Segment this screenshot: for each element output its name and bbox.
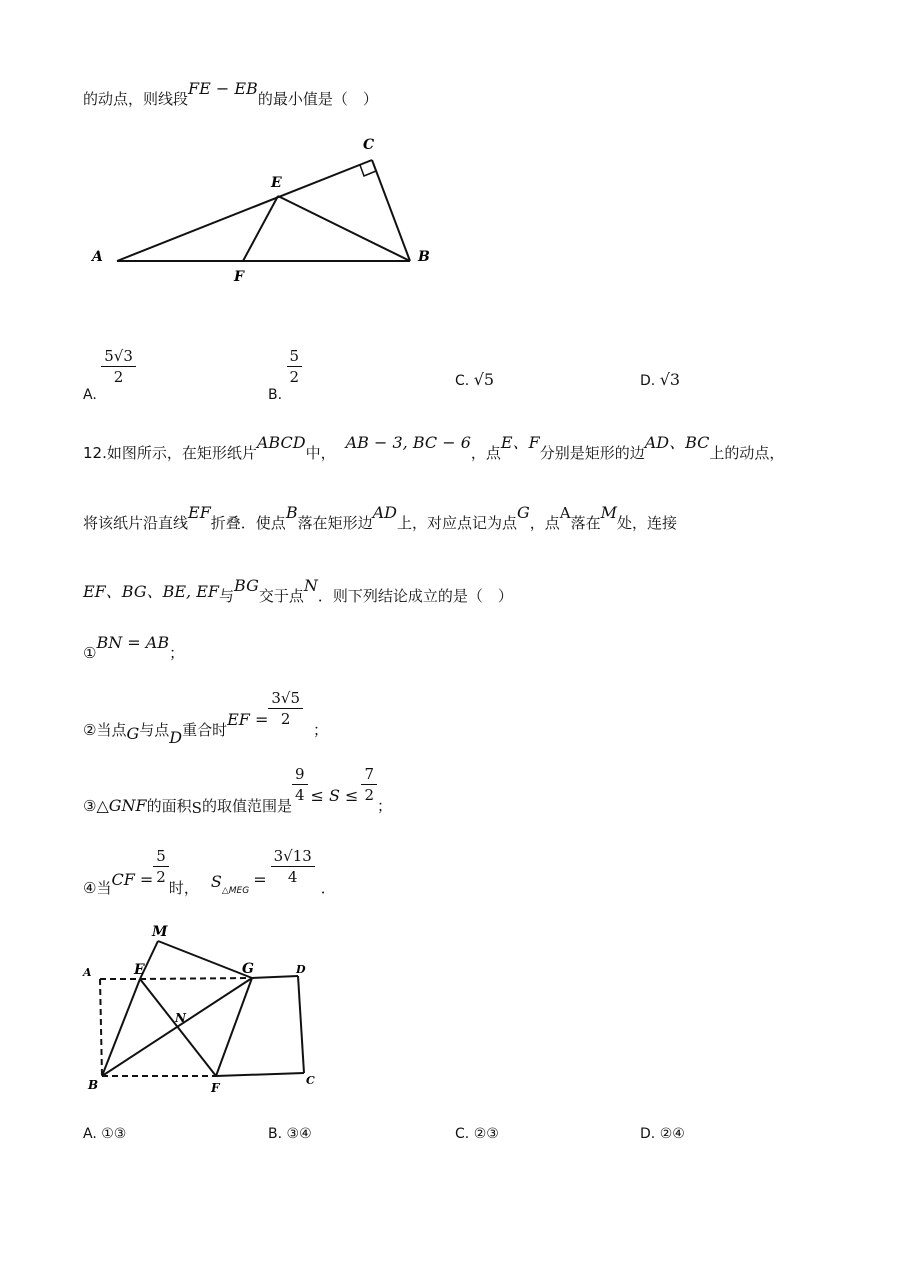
- math-m: M: [600, 503, 618, 522]
- option-letter: A.: [83, 1126, 97, 1142]
- math-n: N: [303, 576, 318, 595]
- fraction-denominator: 2: [156, 868, 166, 886]
- math-abcd: ABCD: [256, 433, 306, 452]
- option-letter: A.: [83, 386, 97, 403]
- math-subscript: △MEG: [221, 886, 250, 896]
- text-fragment: 分别是矩形的边: [539, 444, 645, 462]
- label-e: E: [271, 175, 282, 191]
- q12-stem-line-3: [83, 576, 513, 606]
- label-c: C: [306, 1074, 315, 1087]
- label-a: A: [92, 249, 103, 265]
- text-fragment: ，点: [529, 514, 560, 532]
- text-fragment: 落在矩形边: [297, 514, 373, 532]
- text-fragment: 落在: [570, 514, 601, 532]
- math-fraction: [153, 846, 169, 887]
- statement-4: [83, 846, 336, 897]
- fraction-numerator: 3√13: [271, 846, 315, 867]
- statement-1: [83, 633, 185, 663]
- label-f: F: [234, 269, 244, 285]
- math-d: D: [169, 728, 183, 747]
- text-fragment: 上，对应点记为点: [396, 514, 517, 532]
- math-bn-ab: BN = AB: [96, 633, 170, 652]
- label-e: E: [134, 962, 145, 978]
- option-letter: B.: [268, 1126, 283, 1142]
- text-fragment: 的面积: [146, 797, 192, 815]
- q11-stem-pre: 的动点，则线段: [83, 90, 189, 108]
- segment-ef: [140, 979, 216, 1076]
- q12-option-d[interactable]: [640, 1126, 685, 1142]
- q11-figure: [80, 130, 440, 290]
- option-letter: C.: [455, 373, 470, 389]
- text-fragment: 上的动点，: [709, 444, 785, 462]
- fraction-numerator: 5√3: [101, 346, 136, 367]
- fraction-denominator: 2: [280, 710, 291, 728]
- statement-marker: ④当: [83, 879, 112, 897]
- fraction-numerator: 5: [153, 846, 169, 867]
- label-f: F: [211, 1081, 220, 1094]
- math-s: S: [210, 872, 222, 891]
- text-fragment: ，点: [470, 444, 501, 462]
- fraction-denominator: 4: [294, 786, 305, 804]
- text-fragment: ；: [377, 797, 393, 815]
- q11-stem-post: 的最小值是（ ）: [257, 90, 378, 108]
- math-bg: BG: [234, 576, 259, 595]
- math-ef-eq: EF =: [227, 710, 269, 729]
- fraction-denominator: 4: [287, 868, 298, 886]
- text-fragment: 与: [219, 587, 235, 605]
- math-ad-bc: AD、BC: [644, 433, 710, 452]
- segment-be: [102, 979, 140, 1076]
- q11-stem-line: [83, 79, 378, 109]
- option-value: ③④: [286, 1126, 312, 1142]
- segment-ac: [117, 160, 372, 261]
- option-letter: B.: [268, 386, 283, 403]
- math-inequality: ≤ S ≤: [310, 786, 359, 805]
- text-fragment: 中，: [305, 444, 336, 462]
- fraction-numerator: 5: [287, 346, 303, 367]
- statement-3: [83, 764, 393, 817]
- math-eq: =: [253, 870, 267, 889]
- math-ad: AD: [372, 503, 397, 522]
- math-ab-bc: AB − 3, BC − 6: [345, 433, 471, 452]
- math-e-f: E、F: [500, 433, 540, 452]
- option-value: ②③: [473, 1126, 499, 1142]
- math-g: G: [126, 724, 140, 743]
- label-m: M: [152, 924, 168, 940]
- dashed-ab: [100, 979, 102, 1076]
- fraction-denominator: 2: [364, 786, 374, 804]
- math-s: S: [191, 799, 202, 817]
- statement-marker: ①: [83, 644, 97, 662]
- q11-option-a[interactable]: [83, 346, 136, 403]
- math-triangle-gnf: △GNF: [96, 796, 147, 815]
- fraction-denominator: 2: [113, 368, 124, 386]
- segment-fe: [243, 196, 278, 261]
- text-fragment: 将该纸片沿直线: [83, 514, 189, 532]
- option-value: √3: [659, 370, 681, 389]
- fraction-denominator: 2: [289, 368, 300, 386]
- text-fragment: 处，连接: [617, 514, 678, 532]
- text-fragment: ．: [320, 879, 336, 897]
- math-g: G: [517, 503, 530, 522]
- q12-option-a[interactable]: [83, 1126, 126, 1142]
- math-b: B: [285, 503, 298, 522]
- option-fraction: [101, 346, 136, 387]
- question-number: 12.: [83, 444, 107, 462]
- label-n: N: [175, 1011, 186, 1025]
- label-c: C: [363, 137, 375, 153]
- math-fraction: [361, 764, 377, 805]
- segment-dc: [298, 976, 304, 1073]
- q12-stem-line-2: [83, 503, 678, 533]
- q12-option-b[interactable]: [268, 1126, 312, 1142]
- math-ef: EF: [188, 503, 211, 522]
- statement-marker: ③: [83, 797, 97, 815]
- text-fragment: ；: [313, 721, 329, 739]
- math-fraction: [292, 764, 308, 805]
- statement-2: [83, 688, 329, 747]
- label-d: D: [296, 963, 306, 976]
- q11-option-b[interactable]: [268, 346, 302, 403]
- segment-fc: [216, 1073, 304, 1076]
- option-letter: C.: [455, 1126, 470, 1142]
- q12-option-c[interactable]: [455, 1126, 499, 1142]
- segment-mg: [158, 941, 252, 978]
- label-b: B: [418, 249, 430, 265]
- option-letter: D.: [640, 1126, 656, 1142]
- q12-stem-line-1: [83, 433, 785, 463]
- text-fragment: 重合时: [182, 721, 228, 739]
- text-fragment: ．则下列结论成立的是（ ）: [317, 587, 513, 605]
- text-fragment: 与点: [139, 721, 170, 739]
- option-value: ②④: [659, 1126, 685, 1142]
- text-fragment: 的取值范围是: [201, 797, 292, 815]
- text-fragment: 交于点: [258, 587, 304, 605]
- option-letter: D.: [640, 373, 656, 389]
- dashed-eg: [140, 978, 252, 979]
- segment-gf: [216, 978, 252, 1076]
- fraction-numerator: 3√5: [268, 688, 303, 709]
- math-fraction: [268, 688, 303, 729]
- fraction-numerator: 9: [292, 764, 308, 785]
- label-b: B: [88, 1078, 99, 1092]
- label-a: A: [83, 966, 92, 979]
- statement-marker: ②当点: [83, 721, 127, 739]
- q12-figure: [80, 922, 340, 1094]
- math-fraction: [271, 846, 315, 887]
- text-fragment: ；: [169, 644, 185, 662]
- q11-stem-expr: FE − EB: [188, 79, 258, 98]
- q11-option-c[interactable]: [455, 370, 494, 389]
- text-fragment: 如图所示，在矩形纸片: [106, 444, 257, 462]
- text-fragment: 时，: [168, 879, 199, 897]
- segment-gd: [252, 976, 298, 978]
- math-cf-eq: CF =: [111, 870, 154, 889]
- text-fragment: 折叠．使点: [210, 514, 286, 532]
- label-g: G: [242, 961, 254, 977]
- option-value: ①③: [101, 1126, 127, 1142]
- option-fraction: [287, 346, 303, 387]
- math-a: A: [559, 504, 571, 522]
- q11-option-d[interactable]: [640, 370, 680, 389]
- option-value: √5: [473, 370, 495, 389]
- fraction-numerator: 7: [361, 764, 377, 785]
- math-segments: EF、BG、BE, EF: [83, 582, 220, 601]
